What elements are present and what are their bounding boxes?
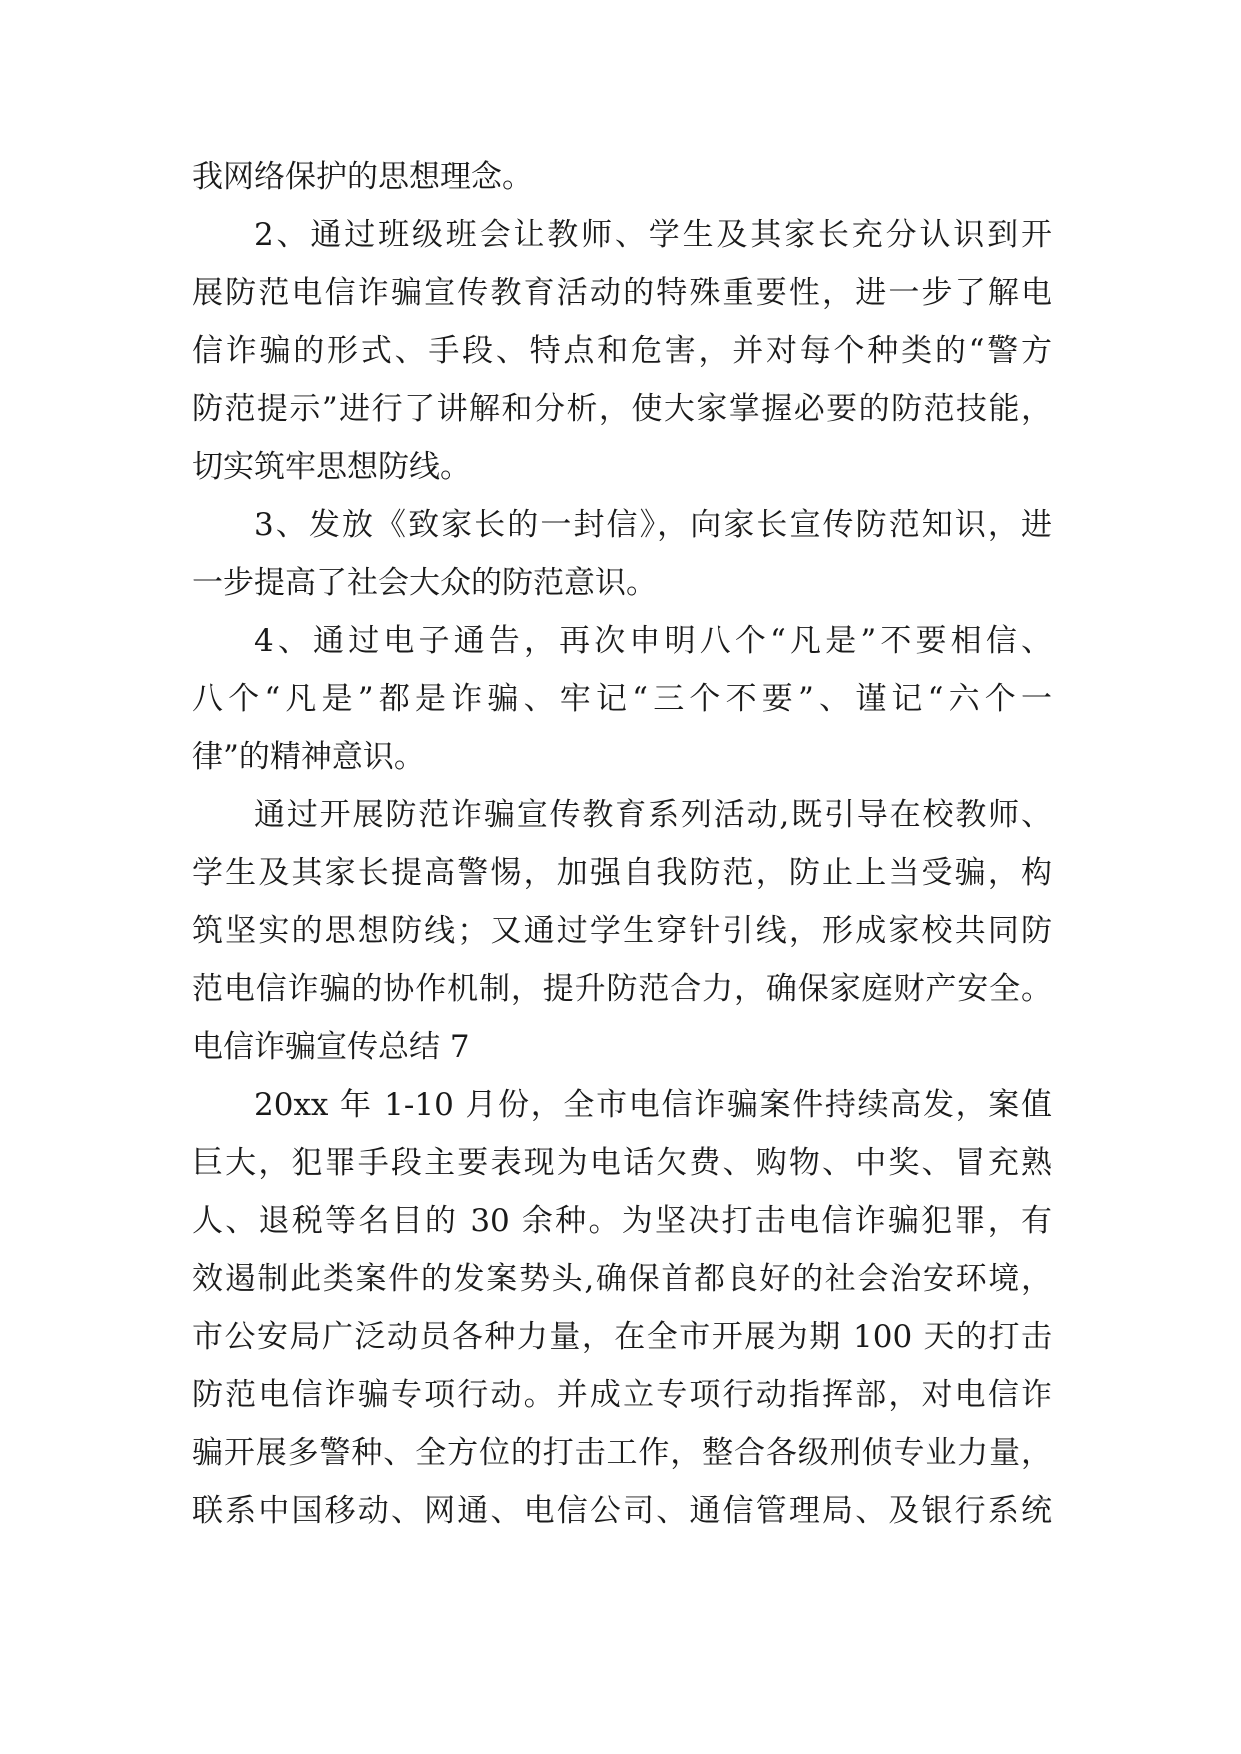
text-line: 2、通过班级班会让教师、学生及其家长充分认识到开 [254,217,1052,253]
section-heading: 电信诈骗宣传总结 7 [192,1029,470,1065]
text-line: 联系中国移动、网通、电信公司、通信管理局、及银行系统 [192,1493,1052,1529]
text-line: 3、发放《致家长的一封信》，向家长宣传防范知识，进 [254,507,1052,543]
text-line: 信诈骗的形式、手段、特点和危害，并对每个种类的“警方 [192,333,1052,369]
text-line: 巨大，犯罪手段主要表现为电话欠费、购物、中奖、冒充熟 [192,1145,1052,1181]
text-line: 范电信诈骗的协作机制，提升防范合力，确保家庭财产安全。 [192,971,1052,1007]
text-line: 人、退税等名目的 30 余种。为坚决打击电信诈骗犯罪，有 [192,1203,1052,1239]
text-line: 律”的精神意识。 [192,739,425,775]
text-line: 市公安局广泛动员各种力量，在全市开展为期 100 天的打击 [192,1319,1052,1355]
document-page [192,148,1052,1540]
text-line: 效遏制此类案件的发案势头,确保首都良好的社会治安环境， [192,1261,1052,1297]
text-line: 一步提高了社会大众的防范意识。 [192,565,657,601]
text-line: 筑坚实的思想防线；又通过学生穿针引线，形成家校共同防 [192,913,1052,949]
text-line: 20xx 年 1-10 月份，全市电信诈骗案件持续高发，案值 [254,1087,1052,1123]
text-line: 八个“凡是”都是诈骗、牢记“三个不要”、谨记“六个一 [192,681,1052,717]
text-line: 4、通过电子通告，再次申明八个“凡是”不要相信、 [254,623,1052,659]
text-line: 通过开展防范诈骗宣传教育系列活动,既引导在校教师、 [254,797,1052,833]
text-line: 防范提示”进行了讲解和分析，使大家掌握必要的防范技能， [192,391,1052,427]
text-line: 防范电信诈骗专项行动。并成立专项行动指挥部，对电信诈 [192,1377,1052,1413]
text-line: 学生及其家长提高警惕，加强自我防范，防止上当受骗，构 [192,855,1052,891]
text-line: 我网络保护的思想理念。 [192,159,533,195]
text-line: 展防范电信诈骗宣传教育活动的特殊重要性，进一步了解电 [192,275,1052,311]
text-line: 切实筑牢思想防线。 [192,449,471,485]
text-line: 骗开展多警种、全方位的打击工作，整合各级刑侦专业力量， [192,1435,1052,1471]
